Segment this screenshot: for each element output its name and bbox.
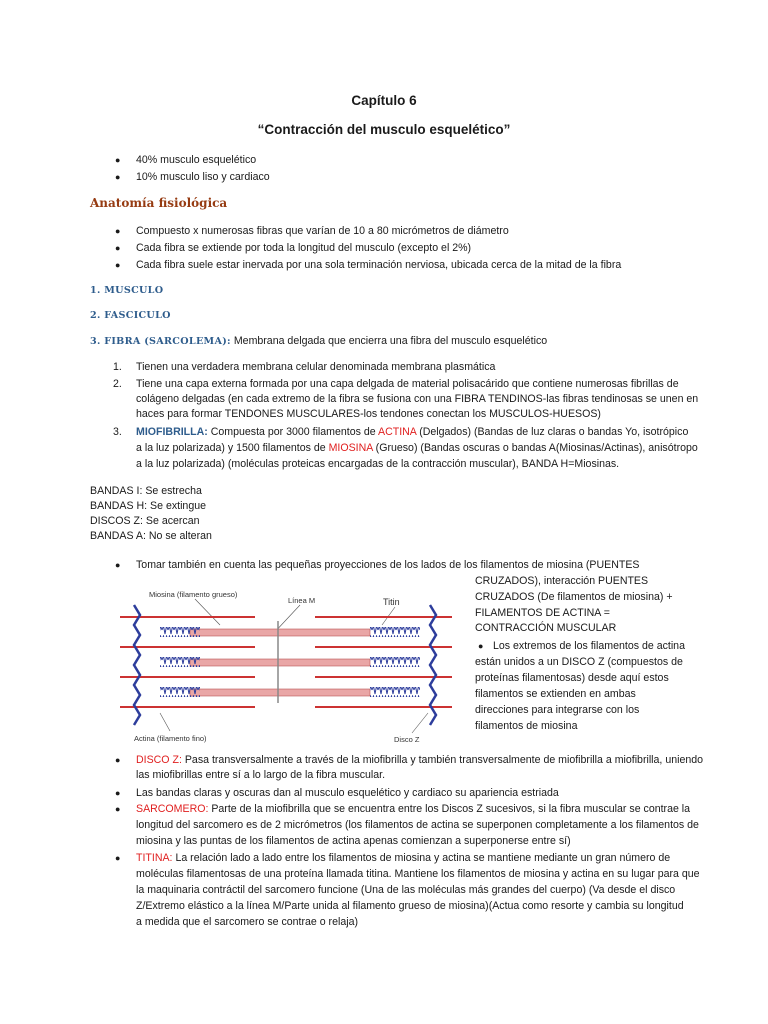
text-run: Parte de la miofibrilla que se encuentra entre los Discos Z sucesivos, si la fibra muscular se contrae la [208, 803, 691, 815]
actina-term: ACTINA [378, 426, 417, 438]
anatomy-heading: Anatomía fisiológica [90, 196, 228, 210]
bullet-dot: ● [115, 788, 121, 798]
disco-description-line: Los extremos de los filamentos de actina [493, 640, 685, 652]
intro-bullet: 10% musculo liso y cardiaco [136, 171, 270, 183]
myosin-filaments [190, 629, 370, 696]
text-run: La relación lado a lado entre los filamentos de miosina y actina se mantiene mediante un gran número de [172, 852, 671, 864]
bullet-dot: ● [115, 260, 121, 270]
titina-term: TITINA: [136, 852, 173, 864]
anatomy-bullet: Cada fibra suele estar inervada por una sola terminación nerviosa, ubicada cerca de la mitad de la fibra [136, 259, 622, 271]
page-title: Capítulo 6 [351, 93, 417, 108]
section-fibra [90, 334, 547, 349]
bullet-dot: ● [478, 641, 484, 651]
actina-label: Actina (filamento fino) [134, 734, 207, 743]
numbered-item-1: Tienen una verdadera membrana celular denominada membrana plasmática [136, 361, 496, 373]
miosina-label: Miosina (filamento grueso) [149, 590, 238, 599]
titina-line: moléculas filamentosas de una proteína llamada titina. Mantiene los filamentos de miosina y actina en su lugar para que [136, 868, 700, 880]
bullet-dot: ● [115, 243, 121, 253]
cross-bridge-line: Tomar también en cuenta las pequeñas proyecciones de los lados de los filamentos de miosina (PUENTES [136, 559, 640, 571]
band-line: BANDAS H: Se extingue [90, 500, 206, 512]
titin-label: Titin [383, 597, 400, 607]
numbered-item-3-line [136, 441, 698, 455]
miosina-term: MIOSINA [328, 442, 373, 454]
chapter-subtitle: “Contracción del musculo esquelético” [257, 122, 511, 137]
band-line: DISCOS Z: Se acercan [90, 515, 200, 527]
sarcomere-diagram [120, 585, 452, 745]
list-number: 2. [113, 378, 122, 390]
cross-bridge-line: CRUZADOS), interacción PUENTES [475, 575, 649, 587]
bullet-dot: ● [115, 804, 121, 814]
disco-description-line: filamentos de miosina [475, 720, 578, 732]
titina-line: a medida que el sarcomero se contrae o relaja) [136, 916, 358, 928]
disco-z-term: DISCO Z: [136, 754, 182, 766]
bullet-dot: ● [115, 155, 121, 165]
bullet-dot: ● [115, 172, 121, 182]
numbered-item-2-line: colágeno delgadas (en cada extremo de la fibra se fusiona con una FIBRA TENDINOS-las fibras tendinosas se unen en [136, 393, 699, 405]
band-line: BANDAS A: No se alteran [90, 530, 212, 542]
cross-bridge-line: FILAMENTOS DE ACTINA = [475, 607, 610, 619]
linea-m-label: Línea M [288, 596, 316, 605]
cross-bridge-line: CRUZADOS (De filamentos de miosina) + [475, 591, 673, 603]
sarcomere-illustration [120, 585, 452, 745]
text-run: (Grueso) (Bandas oscuras o bandas A(Miosinas/Actinas), anisótropo [372, 442, 698, 454]
bullet-dot: ● [115, 853, 121, 863]
sarcomero-line [136, 802, 690, 816]
titina-line: Z/Extremo elástico a la línea M/Parte unida al filamento grueso de miosina)(Actua como resorte y cambia su longitud [136, 900, 684, 912]
bandas-line: Las bandas claras y oscuras dan al musculo esquelético y cardiaco su apariencia estriada [136, 787, 559, 799]
numbered-item-2-line: haces para formar TENDONES MUSCULARES-los tendones conectan los MUSCULOS-HUESOS) [136, 408, 601, 420]
intro-bullet: 40% musculo esquelético [136, 154, 257, 166]
bullet-dot: ● [115, 226, 121, 236]
disco-description-line: filamentos se extienden en ambas [475, 688, 636, 700]
sarcomero-term: SARCOMERO: [136, 803, 209, 815]
disco-description-line: proteínas filamentosas) desde aquí estos [475, 672, 669, 684]
titina-line: la maquinaria contráctil del sarcomero funcione (Una de las moléculas más grandes del cuerpo) (Va desde el disco [136, 884, 676, 896]
numbered-item-2-line: Tiene una capa externa formada por una capa delgada de material polisacárido que contiene numerosas fibrillas de [136, 378, 679, 390]
disco-description-line: están unidos a un DISCO Z (compuestos de [475, 656, 683, 668]
sarcomero-line: miosina y las puntas de los filamentos de actina apenas comienzan a superponerse entre sí) [136, 835, 571, 847]
disco-z-label: Disco Z [394, 735, 420, 744]
section-fibra-label: 3. FIBRA (SARCOLEMA): [90, 336, 231, 347]
section-fibra-text: Membrana delgada que encierra una fibra del musculo esquelético [230, 335, 548, 347]
anatomy-bullet: Cada fibra se extiende por toda la longitud del musculo (excepto el 2%) [136, 242, 472, 254]
bullet-dot: ● [115, 755, 121, 765]
titina-line [136, 851, 670, 865]
list-number: 1. [113, 361, 122, 373]
disco-z-line [136, 753, 703, 767]
section-musculo: 1. MUSCULO [90, 285, 164, 296]
sarcomero-line: longitud del sarcomero es de 2 micrómetros (los filamentos de actina se superponen completamente a los filamentos de [136, 819, 699, 831]
text-run: Compuesta por 3000 filamentos de [207, 426, 378, 438]
anatomy-bullet: Compuesto x numerosas fibras que varían de 10 a 80 micrómetros de diámetro [136, 225, 509, 237]
text-run: (Delgados) (Bandas de luz claras o bandas Yo, isotrópico [416, 426, 689, 438]
list-number: 3. [113, 426, 122, 438]
disco-z-line: las miofibrillas entre sí a lo largo de la fibra muscular. [136, 769, 386, 781]
numbered-item-3-line [136, 425, 688, 439]
text-run: Pasa transversalmente a través de la miofibrilla y también transversalmente de miofibrilla a miofibrilla, uniendo [181, 754, 704, 766]
band-line: BANDAS I: Se estrecha [90, 485, 202, 497]
miofibrilla-label: MIOFIBRILLA: [136, 426, 208, 438]
bullet-dot: ● [115, 560, 121, 570]
text-run: a la luz polarizada) y 1500 filamentos de [136, 442, 329, 454]
numbered-item-3-line: a la luz polarizada) (moléculas proteicas encargadas de la contracción muscular), BANDA H=Miosinas. [136, 458, 620, 470]
cross-bridge-line: CONTRACCIÓN MUSCULAR [475, 622, 617, 634]
section-fasciculo: 2. FASCICULO [90, 310, 171, 321]
disco-description-line: direcciones para integrarse con los [475, 704, 640, 716]
